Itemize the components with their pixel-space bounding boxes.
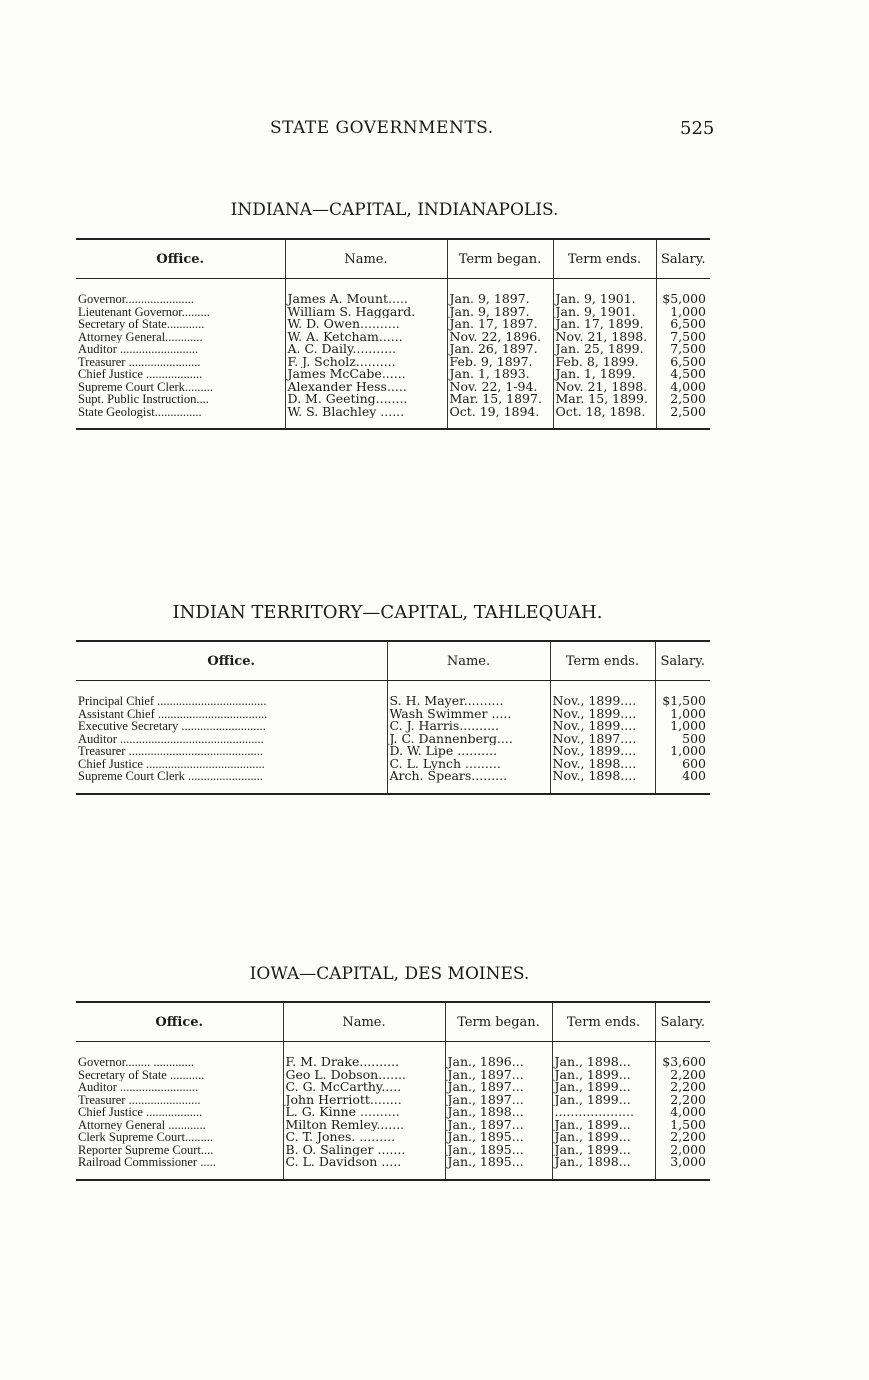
table-cell: Nov., 1897.... xyxy=(550,733,655,746)
column-header: Name. xyxy=(387,641,550,681)
table-cell: Jan., 1897... xyxy=(445,1069,552,1082)
table-cell: Nov., 1899.... xyxy=(550,708,655,721)
running-title: STATE GOVERNMENTS. xyxy=(270,118,494,138)
office-cell: Assistant Chief ................................... xyxy=(78,707,268,720)
column-header: Office. xyxy=(76,239,285,279)
table-cell: Nov., 1898.... xyxy=(550,770,655,783)
salary-cell: $1,500 xyxy=(655,695,710,708)
column-header: Name. xyxy=(285,239,447,279)
salary-cell: 4,000 xyxy=(656,381,710,394)
salary-cell: 600 xyxy=(655,758,710,771)
table-cell: Geo L. Dobson....... xyxy=(283,1069,445,1082)
table-row xyxy=(76,331,710,344)
table-cell: Nov. 22, 1-94. xyxy=(447,381,553,394)
table-cell: Jan., 1897... xyxy=(445,1119,552,1132)
salary-cell: 7,500 xyxy=(656,343,710,356)
table-cell: Jan. 1, 1893. xyxy=(447,368,553,381)
office-cell: Chief Justice .................. xyxy=(78,1106,203,1119)
column-header: Name. xyxy=(283,1002,445,1042)
table-cell: Nov., 1898.... xyxy=(550,758,655,771)
column-header: Term began. xyxy=(445,1002,552,1042)
table-cell: Jan. 9, 1901. xyxy=(553,293,656,306)
table-cell: Jan. 26, 1897. xyxy=(447,343,553,356)
table-cell: W. A. Ketcham...... xyxy=(285,331,447,344)
office-cell: Secretary of State............ xyxy=(78,318,205,331)
table-row xyxy=(76,356,710,369)
column-header: Term ends. xyxy=(552,1002,655,1042)
table-cell: Jan. 1, 1899. xyxy=(553,368,656,381)
office-cell: Executive Secretary ........................... xyxy=(78,720,266,733)
table-cell: Jan. 17, 1897. xyxy=(447,318,553,331)
table-cell: Arch. Spears......... xyxy=(387,770,550,783)
table-row xyxy=(76,708,710,721)
table-cell: Jan., 1899... xyxy=(552,1131,655,1144)
running-head xyxy=(0,118,869,144)
officers-table xyxy=(76,640,710,795)
table-row xyxy=(76,1131,710,1144)
table-cell: James McCabe...... xyxy=(285,368,447,381)
table-row xyxy=(76,1094,710,1107)
table-cell: Jan., 1899... xyxy=(552,1119,655,1132)
table-cell: W. D. Owen.......... xyxy=(285,318,447,331)
table-cell: Feb. 8, 1899. xyxy=(553,356,656,369)
office-cell: Auditor ......................... xyxy=(78,1081,199,1094)
table-row xyxy=(76,293,710,306)
column-header: Term ends. xyxy=(550,641,655,681)
table-row xyxy=(76,306,710,319)
office-cell: Principal Chief ................................... xyxy=(78,695,267,708)
section-title: INDIANA—CAPITAL, INDIANAPOLIS. xyxy=(230,200,559,220)
office-cell: Chief Justice .................. xyxy=(78,368,203,381)
table-cell: Oct. 19, 1894. xyxy=(447,406,553,419)
table-cell: Jan., 1898... xyxy=(552,1056,655,1069)
table-cell: Jan. 9, 1901. xyxy=(553,306,656,319)
salary-cell: 2,500 xyxy=(656,393,710,406)
salary-cell: 2,200 xyxy=(655,1131,710,1144)
table-cell: F. M. Drake.......... xyxy=(283,1056,445,1069)
table-row xyxy=(76,393,710,406)
office-cell: State Geologist............... xyxy=(78,405,202,418)
salary-cell: $3,600 xyxy=(655,1056,710,1069)
salary-cell: 1,000 xyxy=(656,306,710,319)
office-cell: Railroad Commissioner ..... xyxy=(78,1156,216,1169)
table-cell: Nov. 21, 1898. xyxy=(553,331,656,344)
table-cell: C. G. McCarthy..... xyxy=(283,1081,445,1094)
office-cell: Attorney General............ xyxy=(78,330,203,343)
header-row xyxy=(76,641,710,681)
salary-cell: 1,000 xyxy=(655,720,710,733)
table-row xyxy=(76,695,710,708)
office-cell: Supreme Court Clerk ........................ xyxy=(78,770,264,783)
office-cell: Chief Justice ...................................... xyxy=(78,757,265,770)
column-header: Salary. xyxy=(655,1002,710,1042)
section-title: IOWA—CAPITAL, DES MOINES. xyxy=(249,964,530,984)
column-header: Term began. xyxy=(447,239,553,279)
table-cell: B. O. Salinger ....... xyxy=(283,1144,445,1157)
table-cell: Alexander Hess..... xyxy=(285,381,447,394)
office-cell: Governor........ ............. xyxy=(78,1056,194,1069)
table-cell: Jan., 1897... xyxy=(445,1094,552,1107)
table-cell: Jan., 1899... xyxy=(552,1069,655,1082)
table-cell: .................... xyxy=(552,1106,655,1119)
table-row xyxy=(76,770,710,783)
office-cell: Supt. Public Instruction.... xyxy=(78,393,209,406)
table-row xyxy=(76,1119,710,1132)
table-cell: Nov., 1899.... xyxy=(550,745,655,758)
table-cell: L. G. Kinne .......... xyxy=(283,1106,445,1119)
office-cell: Auditor ......................... xyxy=(78,343,199,356)
table-cell: C. L. Lynch ......... xyxy=(387,758,550,771)
table-cell: Mar. 15, 1897. xyxy=(447,393,553,406)
column-header: Salary. xyxy=(656,239,710,279)
salary-cell: 400 xyxy=(655,770,710,783)
table-cell: Jan., 1899... xyxy=(552,1144,655,1157)
section-title: INDIAN TERRITORY—CAPITAL, TAHLEQUAH. xyxy=(172,602,603,623)
salary-cell: 6,500 xyxy=(656,318,710,331)
office-cell: Lieutenant Governor......... xyxy=(78,305,210,318)
table-row xyxy=(76,745,710,758)
salary-cell: 1,000 xyxy=(655,708,710,721)
salary-cell: 500 xyxy=(655,733,710,746)
header-row xyxy=(76,1002,710,1042)
salary-cell: $5,000 xyxy=(656,293,710,306)
table-cell: Jan., 1895... xyxy=(445,1144,552,1157)
office-cell: Attorney General ............ xyxy=(78,1118,206,1131)
table-cell: A. C. Daily........... xyxy=(285,343,447,356)
salary-cell: 2,200 xyxy=(655,1069,710,1082)
table-cell: D. W. Lipe .......... xyxy=(387,745,550,758)
table-cell: Wash Swimmer ..... xyxy=(387,708,550,721)
table-cell: Nov. 21, 1898. xyxy=(553,381,656,394)
salary-cell: 1,000 xyxy=(655,745,710,758)
office-cell: Treasurer ........................................... xyxy=(78,745,263,758)
table-cell: W. S. Blachley ...... xyxy=(285,406,447,419)
salary-cell: 2,000 xyxy=(655,1144,710,1157)
office-cell: Treasurer ....................... xyxy=(78,355,201,368)
table-cell: Nov. 22, 1896. xyxy=(447,331,553,344)
table-cell: Jan., 1895... xyxy=(445,1131,552,1144)
table-cell: Milton Remley....... xyxy=(283,1119,445,1132)
office-cell: Reporter Supreme Court.... xyxy=(78,1143,214,1156)
table-row xyxy=(76,1106,710,1119)
table-cell: C. T. Jones. ......... xyxy=(283,1131,445,1144)
table-cell: S. H. Mayer.......... xyxy=(387,695,550,708)
office-cell: Auditor .............................................. xyxy=(78,732,264,745)
column-header: Term ends. xyxy=(553,239,656,279)
table-cell: James A. Mount..... xyxy=(285,293,447,306)
table-cell: John Herriott........ xyxy=(283,1094,445,1107)
table-row xyxy=(76,343,710,356)
table-cell: C. J. Harris.......... xyxy=(387,720,550,733)
officers-table xyxy=(76,1001,710,1181)
table-row xyxy=(76,1069,710,1082)
table-row xyxy=(76,368,710,381)
table-cell: Jan., 1899... xyxy=(552,1094,655,1107)
office-cell: Governor...................... xyxy=(78,293,194,306)
table-row xyxy=(76,406,710,419)
table-cell: Mar. 15, 1899. xyxy=(553,393,656,406)
table-cell: Jan., 1896... xyxy=(445,1056,552,1069)
salary-cell: 2,200 xyxy=(655,1094,710,1107)
table-cell: Jan., 1899... xyxy=(552,1081,655,1094)
table-row xyxy=(76,381,710,394)
salary-cell: 7,500 xyxy=(656,331,710,344)
table-cell: Jan., 1895... xyxy=(445,1156,552,1169)
table-row xyxy=(76,1081,710,1094)
office-cell: Secretary of State ........... xyxy=(78,1068,205,1081)
table-cell: Jan., 1897... xyxy=(445,1081,552,1094)
table-cell: Feb. 9, 1897. xyxy=(447,356,553,369)
table-cell: Oct. 18, 1898. xyxy=(553,406,656,419)
office-cell: Clerk Supreme Court......... xyxy=(78,1131,214,1144)
table-cell: J. C. Dannenberg.... xyxy=(387,733,550,746)
table-cell: Nov., 1899.... xyxy=(550,695,655,708)
table-cell: Jan. 9, 1897. xyxy=(447,293,553,306)
table-row xyxy=(76,758,710,771)
table-cell: C. L. Davidson ..... xyxy=(283,1156,445,1169)
salary-cell: 6,500 xyxy=(656,356,710,369)
table-row xyxy=(76,318,710,331)
page-number: 525 xyxy=(680,118,715,139)
salary-cell: 4,500 xyxy=(656,368,710,381)
column-header: Salary. xyxy=(655,641,710,681)
table-cell: F. J. Scholz.......... xyxy=(285,356,447,369)
table-cell: William S. Haggard. xyxy=(285,306,447,319)
salary-cell: 1,500 xyxy=(655,1119,710,1132)
table-cell: Jan. 17, 1899. xyxy=(553,318,656,331)
table-cell: Jan. 25, 1899. xyxy=(553,343,656,356)
table-row xyxy=(76,1144,710,1157)
salary-cell: 2,200 xyxy=(655,1081,710,1094)
table-row xyxy=(76,733,710,746)
column-header: Office. xyxy=(76,1002,283,1042)
office-cell: Supreme Court Clerk......... xyxy=(78,380,214,393)
header-row xyxy=(76,239,710,279)
table-row xyxy=(76,720,710,733)
table-row xyxy=(76,1156,710,1169)
column-header: Office. xyxy=(76,641,387,681)
salary-cell: 4,000 xyxy=(655,1106,710,1119)
table-cell: Jan., 1898... xyxy=(445,1106,552,1119)
officers-table xyxy=(76,238,710,430)
table-row xyxy=(76,1056,710,1069)
salary-cell: 2,500 xyxy=(656,406,710,419)
table-cell: Jan., 1898... xyxy=(552,1156,655,1169)
table-cell: D. M. Geeting........ xyxy=(285,393,447,406)
table-cell: Nov., 1899.... xyxy=(550,720,655,733)
salary-cell: 3,000 xyxy=(655,1156,710,1169)
office-cell: Treasurer ....................... xyxy=(78,1093,201,1106)
table-cell: Jan. 9, 1897. xyxy=(447,306,553,319)
